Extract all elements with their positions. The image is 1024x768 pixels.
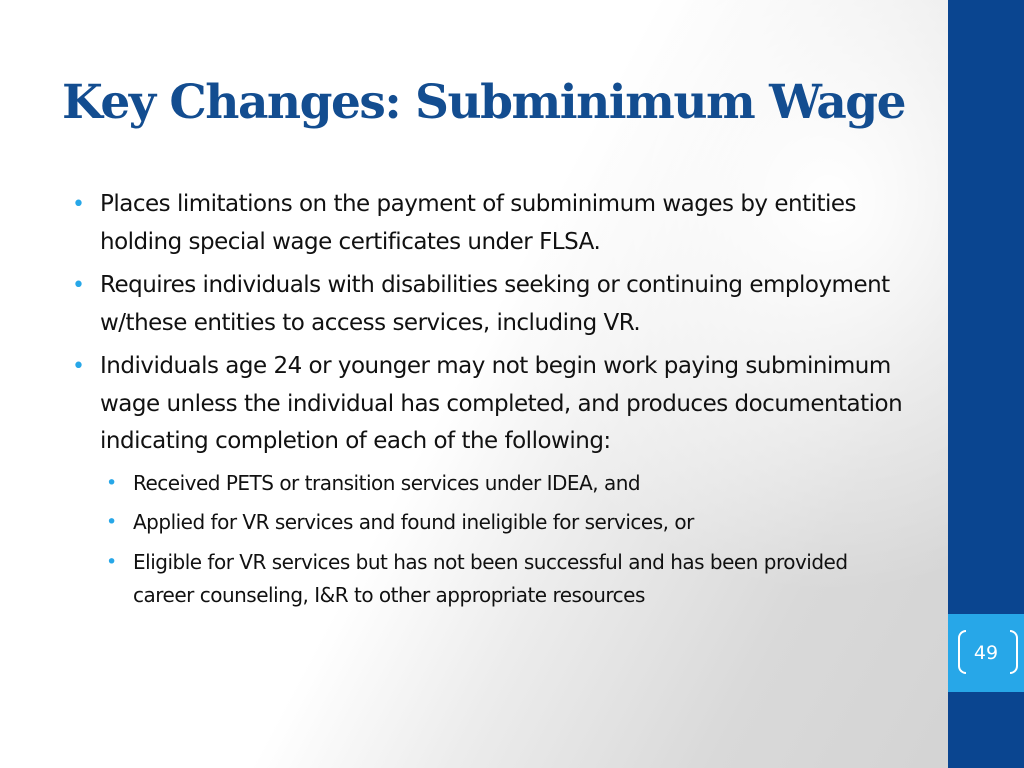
bullet-list [72, 186, 912, 613]
bullet-item: • Requires individuals with disabilities seeking or continuing employment w/these entities to access services, including VR. [72, 267, 912, 342]
slide-title: Key Changes: Subminimum Wage [62, 75, 906, 130]
page-number: 49 [973, 642, 999, 664]
bullet-item: • Places limitations on the payment of subminimum wages by entities holding special wage certificates under FLSA. [72, 186, 912, 261]
sub-bullet-item: • Received PETS or transition services under IDEA, and [106, 467, 912, 501]
bullet-item: • Individuals age 24 or younger may not begin work paying subminimum wage unless the individual has completed, and produces documentation indicating completion of each of the following: [72, 348, 912, 461]
page-number-box [948, 614, 1024, 692]
sub-bullet-item: • Applied for VR services and found ineligible for services, or [106, 506, 912, 540]
sub-bullet-item: • Eligible for VR services but has not been successful and has been provided career counseling, I&R to other appropriate resources [106, 546, 912, 613]
